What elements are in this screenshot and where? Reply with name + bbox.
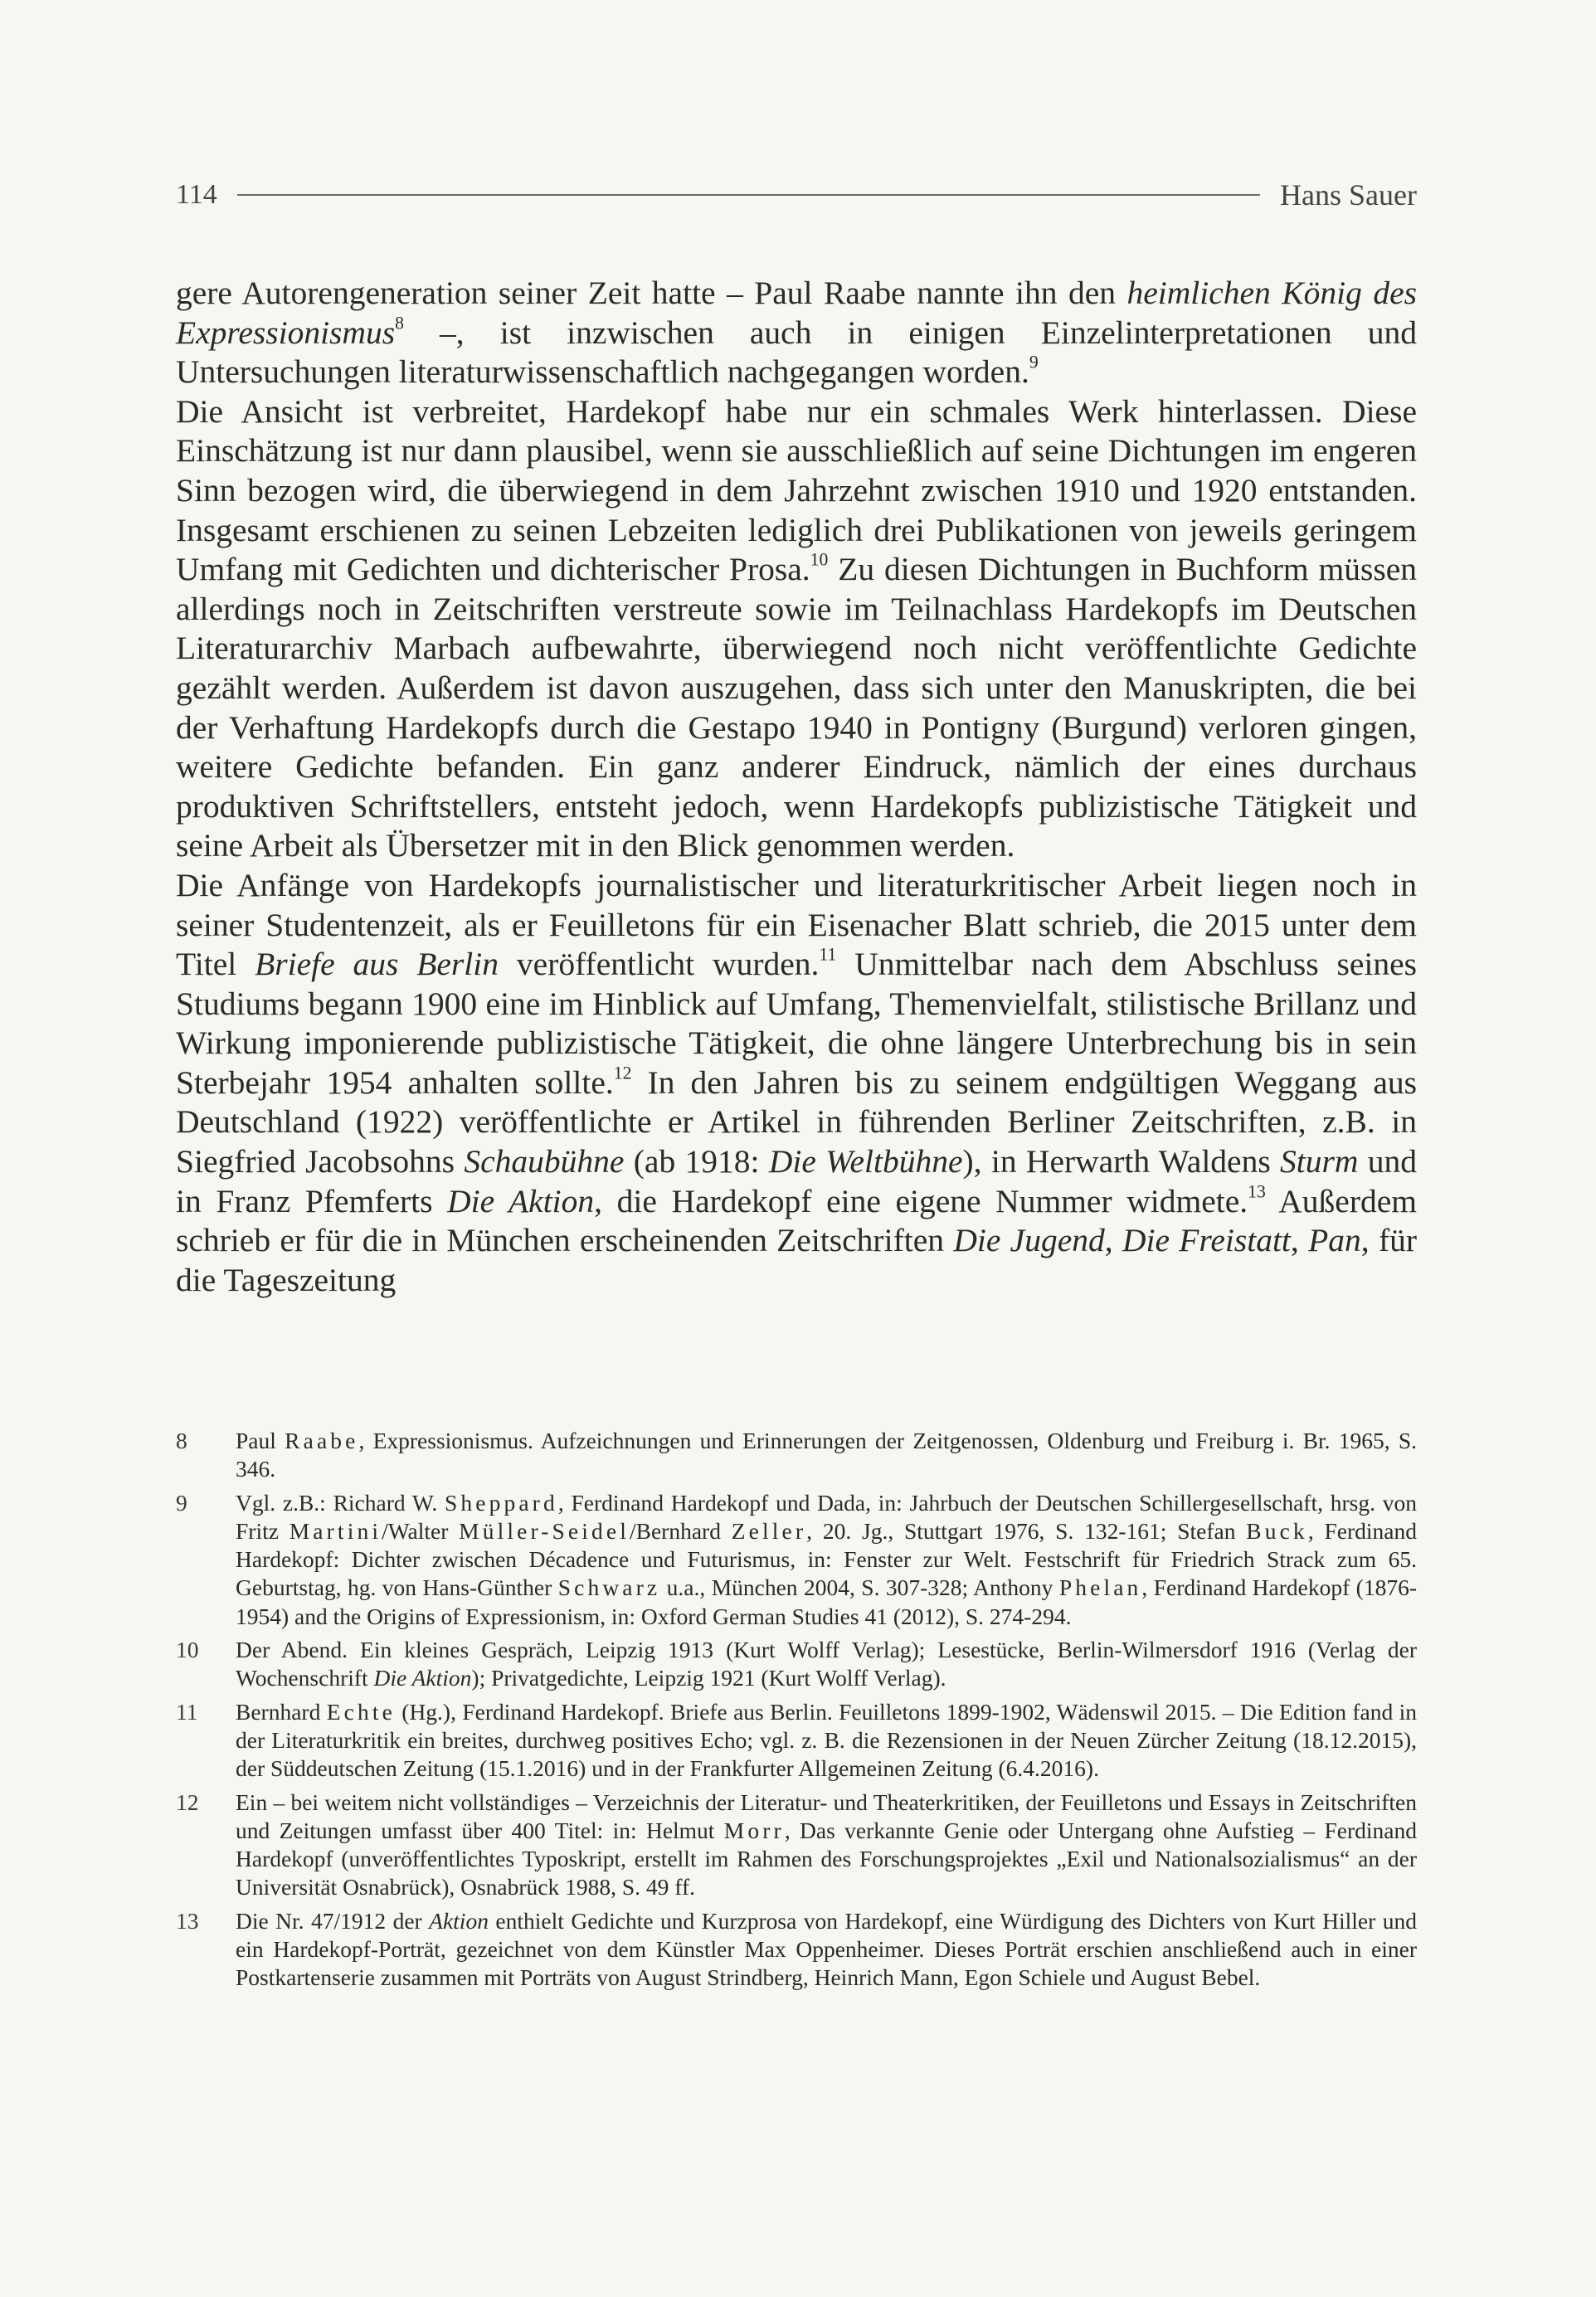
footnotes (176, 1427, 1417, 1998)
author-name: Zeller (731, 1517, 807, 1544)
footnote-10 (176, 1636, 1417, 1693)
italic-run: Die Aktion (373, 1665, 472, 1691)
italic-run: heimlichen König des Expressionismus (176, 275, 1417, 351)
text-run: Die Ansicht ist verbreitet, Hardekopf habe nur ein schmales Werk hinterlassen. Diese Einschätzung ist nur dann plausibel, wenn sie ausschließlich auf seine Dichtungen im engeren Sinn bezogen wird, die überwiegend in dem Jahrzehnt zwischen 1910 und 1920 entstanden. Insgesamt erschienen zu seinen Lebzeiten lediglich drei Publikationen von jeweils geringem Umfang mit Gedichten und dichterischer Prosa. (176, 392, 1417, 588)
author-name: Martini (289, 1517, 382, 1544)
italic-run: Die Jugend (953, 1222, 1105, 1259)
paragraph-2 (176, 392, 1417, 866)
text-run: und in Franz Pfemferts (176, 1143, 1417, 1219)
text-run: Der Abend. Ein kleines Gespräch, Leipzig 1913 (Kurt Wolff Verlag); Lesestücke, Berlin-Wilmersdorf 1916 (Verlag der Wochenschrift (236, 1637, 1417, 1691)
footnote-8 (176, 1427, 1417, 1484)
author-name: Morr (723, 1817, 785, 1843)
footnote-ref: 12 (613, 1063, 632, 1083)
footnote-number: 10 (176, 1637, 199, 1663)
author-name: Buck (1246, 1517, 1308, 1544)
italic-run: Sturm (1280, 1143, 1359, 1180)
author-name: Schwarz (557, 1574, 661, 1601)
text-run: u.a., München 2004, S. 307-328; Anthony (660, 1574, 1059, 1601)
footnote-number: 9 (176, 1489, 187, 1516)
main-text (176, 274, 1417, 1300)
text-run: Außerdem schrieb er für die in München erscheinenden Zeitschriften (176, 1182, 1417, 1259)
text-run: , Das verkannte Genie oder Untergang ohne Aufstieg – Ferdinand Hardekopf (unveröffentlichtes Typoskript, erstellt im Rahmen des Forschungsprojektes „Exil und Nationalsozialismus“ an der Universität Osnabrück), Osnabrück 1988, S. 49 ff. (236, 1817, 1417, 1900)
footnote-ref: 11 (819, 944, 837, 965)
footnote-ref: 10 (810, 549, 829, 570)
italic-run: Die Freistatt (1122, 1222, 1291, 1259)
footnote-text (236, 1907, 1417, 1993)
text-run: , Ferdinand Hardekopf und Dada, in: Jahrbuch der Deutschen Schillergesellschaft, hrsg. von Fritz (236, 1489, 1417, 1544)
footnote-text (236, 1489, 1417, 1631)
paragraph-3 (176, 866, 1417, 1301)
author-name: Müller-Seidel (459, 1517, 630, 1544)
header-rule (237, 194, 1260, 196)
footnote-13 (176, 1907, 1417, 1993)
text-run: , Ferdinand Hardekopf (1876-1954) and the Origins of Expressionism, in: Oxford German Studies 41 (2012), S. 274-294. (236, 1574, 1418, 1629)
italic-run: Die Weltbühne (768, 1143, 963, 1180)
text-run: Paul (236, 1428, 285, 1453)
footnote-number: 11 (176, 1698, 198, 1725)
footnote-9 (176, 1489, 1417, 1631)
footnote-ref: 13 (1248, 1181, 1266, 1202)
footnote-ref: 8 (395, 313, 404, 333)
footnote-number: 13 (176, 1907, 199, 1934)
text-run: Vgl. z.B.: Richard W. (236, 1489, 445, 1516)
footnote-text (236, 1788, 1417, 1902)
text-run: veröffentlicht wurden. (499, 946, 820, 983)
text-run: , 20. Jg., Stuttgart 1976, S. 132-161; Stefan (806, 1517, 1247, 1544)
footnote-number: 12 (176, 1788, 199, 1815)
italic-run: Aktion (429, 1907, 489, 1934)
text-run: Zu diesen Dichtungen in Buchform müssen allerdings noch in Zeitschriften verstreute sowie im Teilnachlass Hardekopfs im Deutschen Literaturarchiv Marbach aufbewahrte, überwiegend noch nicht veröffentlichte Gedichte gezählt werden. Außerdem ist davon auszugehen, dass sich unter den Manuskripten, die bei der Verhaftung Hardekopfs durch die Gestapo 1940 in Pontigny (Burgund) verloren gingen, weitere Gedichte befanden. Ein ganz anderer Eindruck, nämlich der eines durchaus produktiven Schriftstellers, entsteht jedoch, wenn Hardekopfs publizistische Tätigkeit und seine Arbeit als Übersetzer mit in den Blick genommen werden. (176, 551, 1418, 864)
footnote-11 (176, 1698, 1417, 1784)
text-run: ); Privatgedichte, Leipzig 1921 (Kurt Wolff Verlag). (471, 1665, 946, 1691)
page-header (176, 174, 1417, 216)
italic-run: Die Aktion (447, 1182, 595, 1219)
text-run: –, ist inzwischen auch in einigen Einzelinterpretationen und Untersuchungen literaturwissenschaftlich nachgegangen worden. (176, 314, 1417, 391)
text-run: Ein – bei weitem nicht vollständiges – Verzeichnis der Literatur- und Theaterkritiken, der Feuilletons und Essays in Zeitschriften und Zeitungen umfasst über 400 Titel: in: Helmut (236, 1788, 1417, 1843)
italic-run: Pan (1308, 1222, 1361, 1259)
text-run: Unmittelbar nach dem Abschluss seines Studiums begann 1900 eine im Hinblick auf Umfang, Themenvielfalt, stilistische Brillanz und Wirkung imponierende publizistische Tätigkeit, die ohne längere Unterbrechung bis in sein Sterbejahr 1954 anhalten sollte. (176, 946, 1417, 1101)
text-run: , (1104, 1222, 1122, 1259)
text-run: , für die Tageszeitung (176, 1222, 1418, 1298)
text-run: , die Hardekopf eine eigene Nummer widmete. (594, 1182, 1248, 1219)
text-run: /Bernhard (629, 1517, 732, 1544)
author-name: Echte (326, 1698, 396, 1725)
text-run: (ab 1918: (624, 1143, 769, 1180)
text-run: , Expressionismus. Aufzeichnungen und Erinnerungen der Zeitgenossen, Oldenburg und Freiburg i. Br. 1965, S. 346. (236, 1428, 1417, 1482)
text-run: In den Jahren bis zu seinem endgültigen Weggang aus Deutschland (1922) veröffentlichte er Artikel in führenden Berliner Zeitschriften, z.B. in Siegfried Jacobsohns (176, 1063, 1417, 1180)
footnote-text (236, 1427, 1417, 1484)
footnote-text (236, 1698, 1417, 1784)
footnote-ref: 9 (1029, 352, 1039, 372)
text-run: ), in Herwarth Waldens (962, 1143, 1281, 1180)
footnote-text (236, 1636, 1417, 1693)
italic-run: Briefe aus Berlin (255, 946, 499, 983)
text-run: enthielt Gedichte und Kurzprosa von Hardekopf, eine Würdigung des Dichters von Kurt Hiller und ein Hardekopf-Porträt, gezeichnet von dem Künstler Max Oppenheimer. Dieses Porträt erschien anschließend auch in einer Postkartenserie zusammen mit Porträts von August Strindberg, Heinrich Mann, Egon Schiele und August Bebel. (236, 1907, 1417, 1991)
footnote-number: 8 (176, 1428, 187, 1453)
paragraph-1 (176, 274, 1417, 392)
text-run: gere Autorengeneration seiner Zeit hatte – Paul Raabe nannte ihn den (176, 275, 1127, 311)
text-run: , (1290, 1222, 1309, 1259)
text-run: , Ferdinand Hardekopf: Dichter zwischen Décadence und Futurismus, in: Fenster zur Welt. Festschrift für Friedrich Strack zum 65. Geburtstag, hg. von Hans-Günther (236, 1517, 1417, 1601)
running-head: Hans Sauer (1280, 178, 1417, 212)
author-name: Sheppard (444, 1489, 558, 1516)
author-name: Raabe (285, 1428, 359, 1453)
page-number: 114 (176, 179, 217, 210)
text-run: Bernhard (236, 1698, 327, 1725)
text-run: Die Anfänge von Hardekopfs journalistischer und literaturkritischer Arbeit liegen noch in seiner Studentenzeit, als er Feuilletons für ein Eisenacher Blatt schrieb, die 2015 unter dem Titel (176, 866, 1417, 983)
text-run: (Hg.), Ferdinand Hardekopf. Briefe aus Berlin. Feuilletons 1899-1902, Wädenswil 2015. – Die Edition fand in der Literaturkritik ein breites, durchweg positives Echo; vgl. z. B. die Rezensionen in der Neuen Zürcher Zeitung (18.12.2015), der Süddeutschen Zeitung (15.1.2016) und in der Frankfurter Allgemeinen Zeitung (6.4.2016). (236, 1698, 1417, 1782)
author-name: Phelan (1058, 1574, 1142, 1601)
text-run: /Walter (382, 1517, 460, 1544)
italic-run: Schaubühne (464, 1143, 625, 1180)
text-run: Die Nr. 47/1912 der (236, 1907, 430, 1934)
footnote-12 (176, 1788, 1417, 1902)
